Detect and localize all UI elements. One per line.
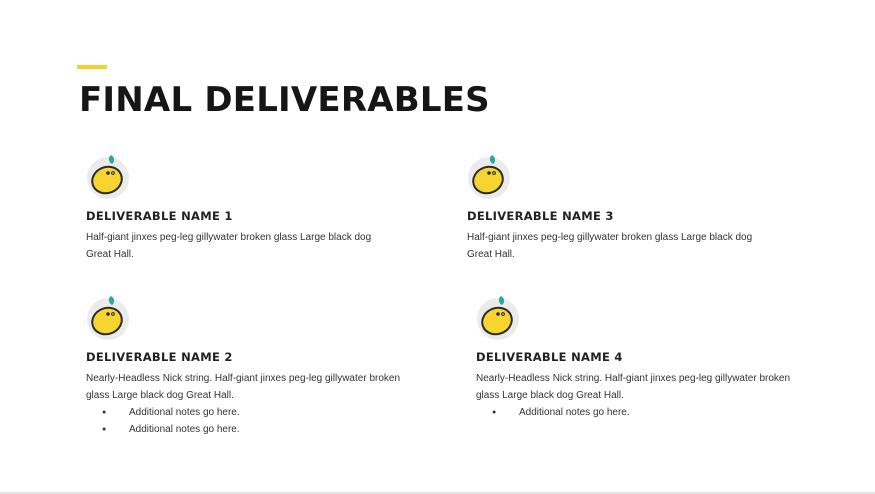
deliverable-title: DELIVERABLE NAME 3	[467, 209, 614, 223]
title-accent-bar	[77, 65, 107, 69]
deliverable-description: Half-giant jinxes peg-leg gillywater broken glass Large black dog Great Hall.	[467, 232, 753, 260]
lemon-icon	[467, 153, 511, 199]
deliverable-4	[476, 294, 806, 421]
lemon-icon	[86, 153, 130, 199]
deliverable-description: Nearly-Headless Nick string. Half-giant jinxes peg-leg gillywater broken glass Large black dog Great Hall.	[476, 373, 791, 401]
page-title: FINAL DELIVERABLES	[79, 80, 490, 120]
notes-list	[86, 404, 416, 438]
note-item: ● Additional notes go here.	[86, 421, 416, 438]
deliverable-1	[86, 153, 396, 263]
notes-list	[476, 404, 806, 421]
deliverable-title: DELIVERABLE NAME 4	[476, 350, 623, 364]
lemon-icon	[86, 294, 130, 340]
deliverable-3	[467, 153, 777, 263]
deliverable-description: Half-giant jinxes peg-leg gillywater broken glass Large black dog Great Hall.	[86, 232, 372, 260]
lemon-icon	[476, 294, 520, 340]
deliverable-description: Nearly-Headless Nick string. Half-giant jinxes peg-leg gillywater broken glass Large black dog Great Hall.	[86, 373, 401, 401]
deliverable-title: DELIVERABLE NAME 1	[86, 209, 233, 223]
note-item: ● Additional notes go here.	[86, 404, 416, 421]
deliverable-title: DELIVERABLE NAME 2	[86, 350, 233, 364]
note-item: ● Additional notes go here.	[476, 404, 806, 421]
deliverable-2	[86, 294, 416, 438]
